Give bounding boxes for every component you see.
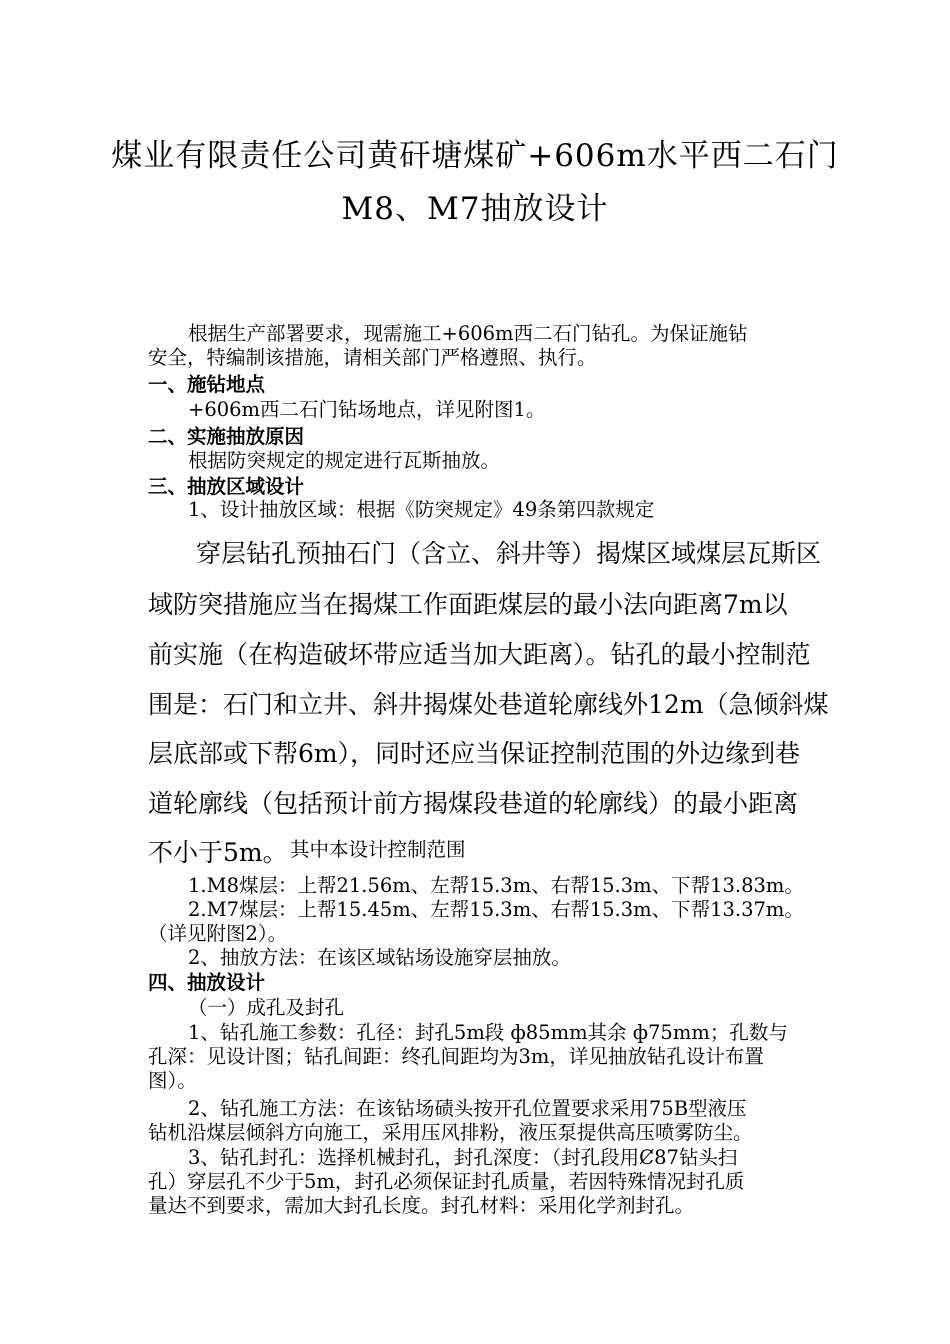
drilling-params-line: 图）。 xyxy=(148,1069,197,1092)
section2-heading: 二、实施抽放原因 xyxy=(148,425,305,448)
regulation-quote-line: 围是：石门和立井、斜井揭煤处巷道轮廓线外12m（急倾斜煤 xyxy=(148,690,829,719)
regulation-quote-line: 前实施（在构造破坏带应适当加大距离）。钻孔的最小控制范 xyxy=(148,640,811,669)
regulation-quote-line: 道轮廓线（包括预计前方揭煤段巷道的轮廓线）的最小距离 xyxy=(148,789,799,818)
control-range-intro: 其中本设计控制范围 xyxy=(290,838,466,861)
document-title-line2: M8、M7抽放设计 xyxy=(341,191,609,227)
m7-control-range: 2.M7煤层：上帮15.45m、左帮15.3m、右帮15.3m、下帮13.37m。 xyxy=(188,898,804,921)
section4-subheading: （一）成孔及封孔 xyxy=(188,996,345,1019)
section1-heading: 一、施钻地点 xyxy=(148,373,266,396)
section3-item2: 2、抽放方法：在该区域钻场设施穿层抽放。 xyxy=(188,946,571,969)
regulation-quote-line: 层底部或下帮6m），同时还应当保证控制范围的外边缘到巷 xyxy=(148,739,801,768)
regulation-quote-last: 不小于5m。 xyxy=(148,838,288,867)
drilling-params-line: 1、钻孔施工参数：孔径：封孔5m段 ф85mm其余 ф75mm；孔数与 xyxy=(188,1021,788,1044)
m8-control-range: 1.M8煤层：上帮21.56m、左帮15.3m、右帮15.3m、下帮13.83m。 xyxy=(188,874,804,897)
section3-item1: 1、设计抽放区域：根据《防突规定》49条第四款规定 xyxy=(188,498,655,521)
regulation-quote-line: 穿层钻孔预抽石门（含立、斜井等）揭煤区域煤层瓦斯区 xyxy=(196,539,822,568)
hole-sealing-line: 孔）穿层孔不少于5m，封孔必须保证封孔质量，若因特殊情况封孔质 xyxy=(148,1170,745,1193)
drilling-method-line: 2、钻孔施工方法：在该钻场碛头按开孔位置要求采用75B型液压 xyxy=(188,1097,747,1120)
intro-line2: 安全，特编制该措施，请相关部门严格遵照、执行。 xyxy=(148,346,597,369)
section1-body: +606m西二石门钻场地点，详见附图1。 xyxy=(188,398,546,421)
section2-body: 根据防突规定的规定进行瓦斯抽放。 xyxy=(188,449,501,472)
intro-line1: 根据生产部署要求，现需施工+606m西二石门钻孔。为保证施钻 xyxy=(188,322,748,345)
document-title-line1: 煤业有限责任公司黄矸塘煤矿+606m水平西二石门 xyxy=(111,138,839,174)
section4-heading: 四、抽放设计 xyxy=(148,971,266,994)
section3-heading: 三、抽放区域设计 xyxy=(148,475,305,498)
hole-sealing-line: 量达不到要求，需加大封孔长度。封孔材料：采用化学剂封孔。 xyxy=(148,1194,695,1217)
figure-note: （详见附图2）。 xyxy=(148,922,288,945)
drilling-method-line: 钻机沿煤层倾斜方向施工，采用压风排粉，液压泵提供高压喷雾防尘。 xyxy=(148,1121,753,1144)
drilling-params-line: 孔深：见设计图；钻孔间距：终孔间距均为3m，详见抽放钻孔设计布置 xyxy=(148,1045,764,1068)
hole-sealing-line: 3、钻孔封孔：选择机械封孔，封孔深度：（封孔段用Ȼ87钻头扫 xyxy=(188,1146,738,1169)
regulation-quote-line: 域防突措施应当在揭煤工作面距煤层的最小法向距离7m以 xyxy=(148,590,788,619)
